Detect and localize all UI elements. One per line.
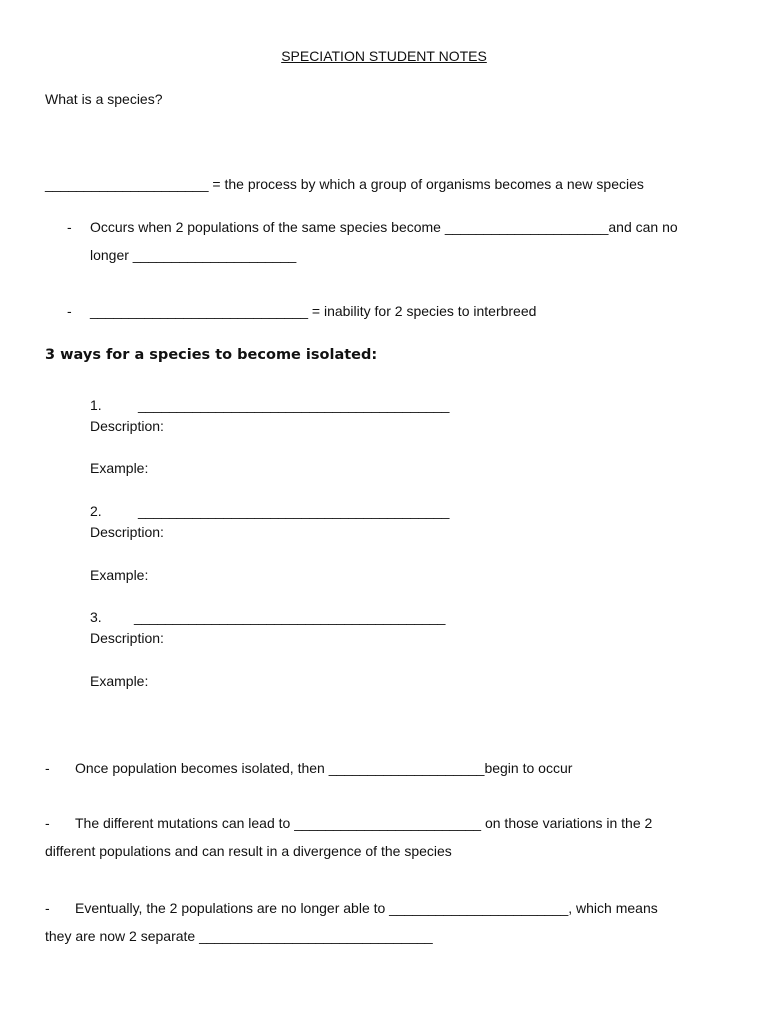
mutations-line-2: different populations and can result in a divergence of the species	[45, 843, 452, 859]
way-blank: ________________________________________	[138, 397, 450, 413]
bullet-dash: -	[45, 900, 50, 916]
question-species: What is a species?	[45, 91, 163, 107]
way-number: 3.	[90, 609, 102, 625]
bullet-dash: -	[45, 760, 50, 776]
eventually-line-2: they are now 2 separate ______________________________	[45, 928, 433, 944]
way-blank: ________________________________________	[138, 503, 450, 519]
occurs-line-2: longer _____________________	[90, 247, 297, 263]
bullet-dash: -	[67, 219, 72, 235]
way-number: 1.	[90, 397, 102, 413]
speciation-definition: _____________________ = the process by which a group of organisms becomes a new species	[45, 176, 644, 192]
mutations-line-1: The different mutations can lead to ________________________ on those variations in the 2	[75, 815, 653, 831]
way-1-title	[90, 396, 449, 414]
isolated-line: Once population becomes isolated, then ____________________begin to occur	[75, 760, 573, 776]
way-blank: ________________________________________	[134, 609, 446, 625]
reproductive-isolation-line: ____________________________ = inability for 2 species to interbreed	[90, 303, 537, 319]
way-3-description: Description:	[90, 630, 164, 646]
occurs-line-1: Occurs when 2 populations of the same species become _____________________and can no	[90, 219, 678, 235]
way-2-example: Example:	[90, 567, 149, 583]
way-number: 2.	[90, 503, 102, 519]
way-1-description: Description:	[90, 418, 164, 434]
way-3-title	[90, 608, 445, 626]
way-2-description: Description:	[90, 524, 164, 540]
bullet-dash: -	[67, 303, 72, 319]
way-3-example: Example:	[90, 673, 149, 689]
page-title: SPECIATION STUDENT NOTES	[281, 48, 487, 64]
way-1-example: Example:	[90, 460, 149, 476]
bullet-dash: -	[45, 815, 50, 831]
way-2-title	[90, 502, 449, 520]
section-heading: 3 ways for a species to become isolated:	[45, 347, 378, 363]
eventually-line-1: Eventually, the 2 populations are no longer able to _______________________, which means	[75, 900, 658, 916]
